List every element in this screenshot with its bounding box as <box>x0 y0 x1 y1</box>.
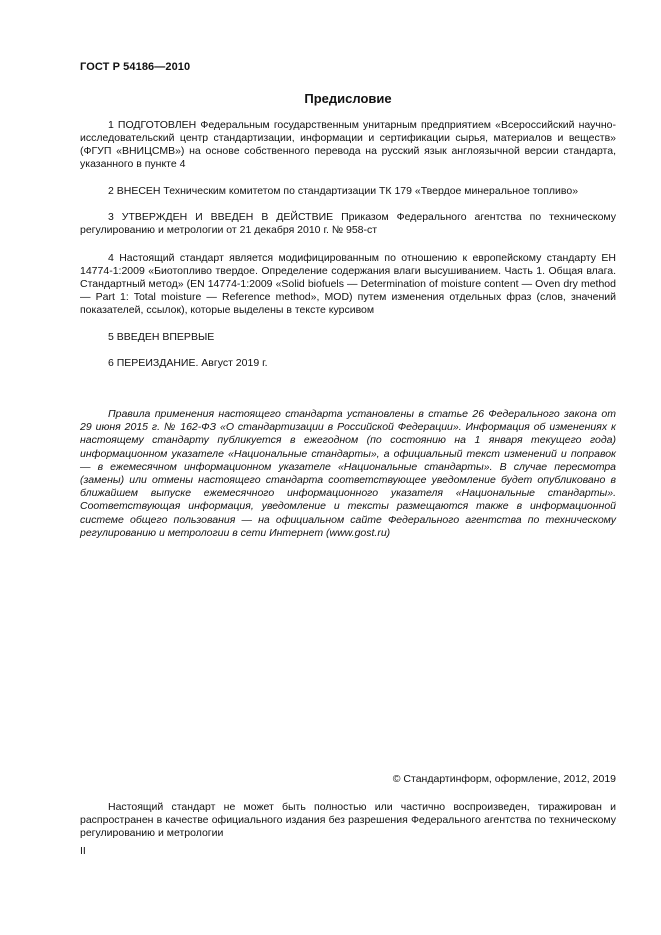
paragraph-reissue: 6 ПЕРЕИЗДАНИЕ. Август 2019 г. <box>108 357 268 369</box>
page-number: II <box>80 845 86 857</box>
copyright-line: © Стандартинформ, оформление, 2012, 2019 <box>392 773 616 785</box>
standard-code: ГОСТ Р 54186—2010 <box>80 61 191 73</box>
reproduction-notice: Настоящий стандарт не может быть полностью или частично воспроизведен, тиражирован и распространен в качестве официального издания без разрешения Федерального агентства по техническому регулированию и метрологии <box>80 801 616 840</box>
page-title: Предисловие <box>304 91 392 106</box>
paragraph-modification: 4 Настоящий стандарт является модифицированным по отношению к европейскому стандарту ЕН 14774-1:2009 «Биотопливо твердое. Определение содержания влаги высушиванием. Часть 1. Общая влага. Стандартный метод» (EN 14774-1:2009 «Solid biofuels — Determination of moisture content — Oven dry method — Part 1: Total moisture — Reference method», MOD) путем изменения отдельных фраз (слов, значений показателей, ссылок), которые выделены в тексте курсивом <box>80 252 616 317</box>
paragraph-first-introduced: 5 ВВЕДЕН ВПЕРВЫЕ <box>108 331 215 343</box>
paragraph-prepared-by: 1 ПОДГОТОВЛЕН Федеральным государственным унитарным предприятием «Всероссийский научно-исследовательский центр стандартизации, информации и сертификации сырья, материалов и веществ» (ФГУП «ВНИЦСМВ») на основе собственного перевода на русский язык англоязычной версии стандарта, указанного в пункте 4 <box>80 119 616 171</box>
paragraph-approved: 3 УТВЕРЖДЕН И ВВЕДЕН В ДЕЙСТВИЕ Приказом Федерального агентства по техническому регулированию и метрологии от 21 декабря 2010 г. № 958-ст <box>80 211 616 237</box>
paragraph-introduced-by: 2 ВНЕСЕН Техническим комитетом по стандартизации ТК 179 «Твердое минеральное топливо» <box>108 185 579 197</box>
rules-of-application-note: Правила применения настоящего стандарта установлены в статье 26 Федерального закона от 29 июня 2015 г. № 162-ФЗ «О стандартизации в Российской Федерации». Информация об изменениях к настоящему стандарту публикуется в ежегодном (по состоянию на 1 января текущего года) информационном указателе «Национальные стандарты», а официальный текст изменений и поправок — в ежемесячном информационном указателе «Национальные стандарты». В случае пересмотра (замены) или отмены настоящего стандарта соответствующее уведомление будет опубликовано в ближайшем выпуске ежемесячного информационного указателя «Национальные стандарты». Соответствующая информация, уведомление и тексты размещаются также в информационной системе общего пользования — на официальном сайте Федерального агентства по техническому регулированию и метрологии в сети Интернет (www.gost.ru) <box>80 408 616 539</box>
